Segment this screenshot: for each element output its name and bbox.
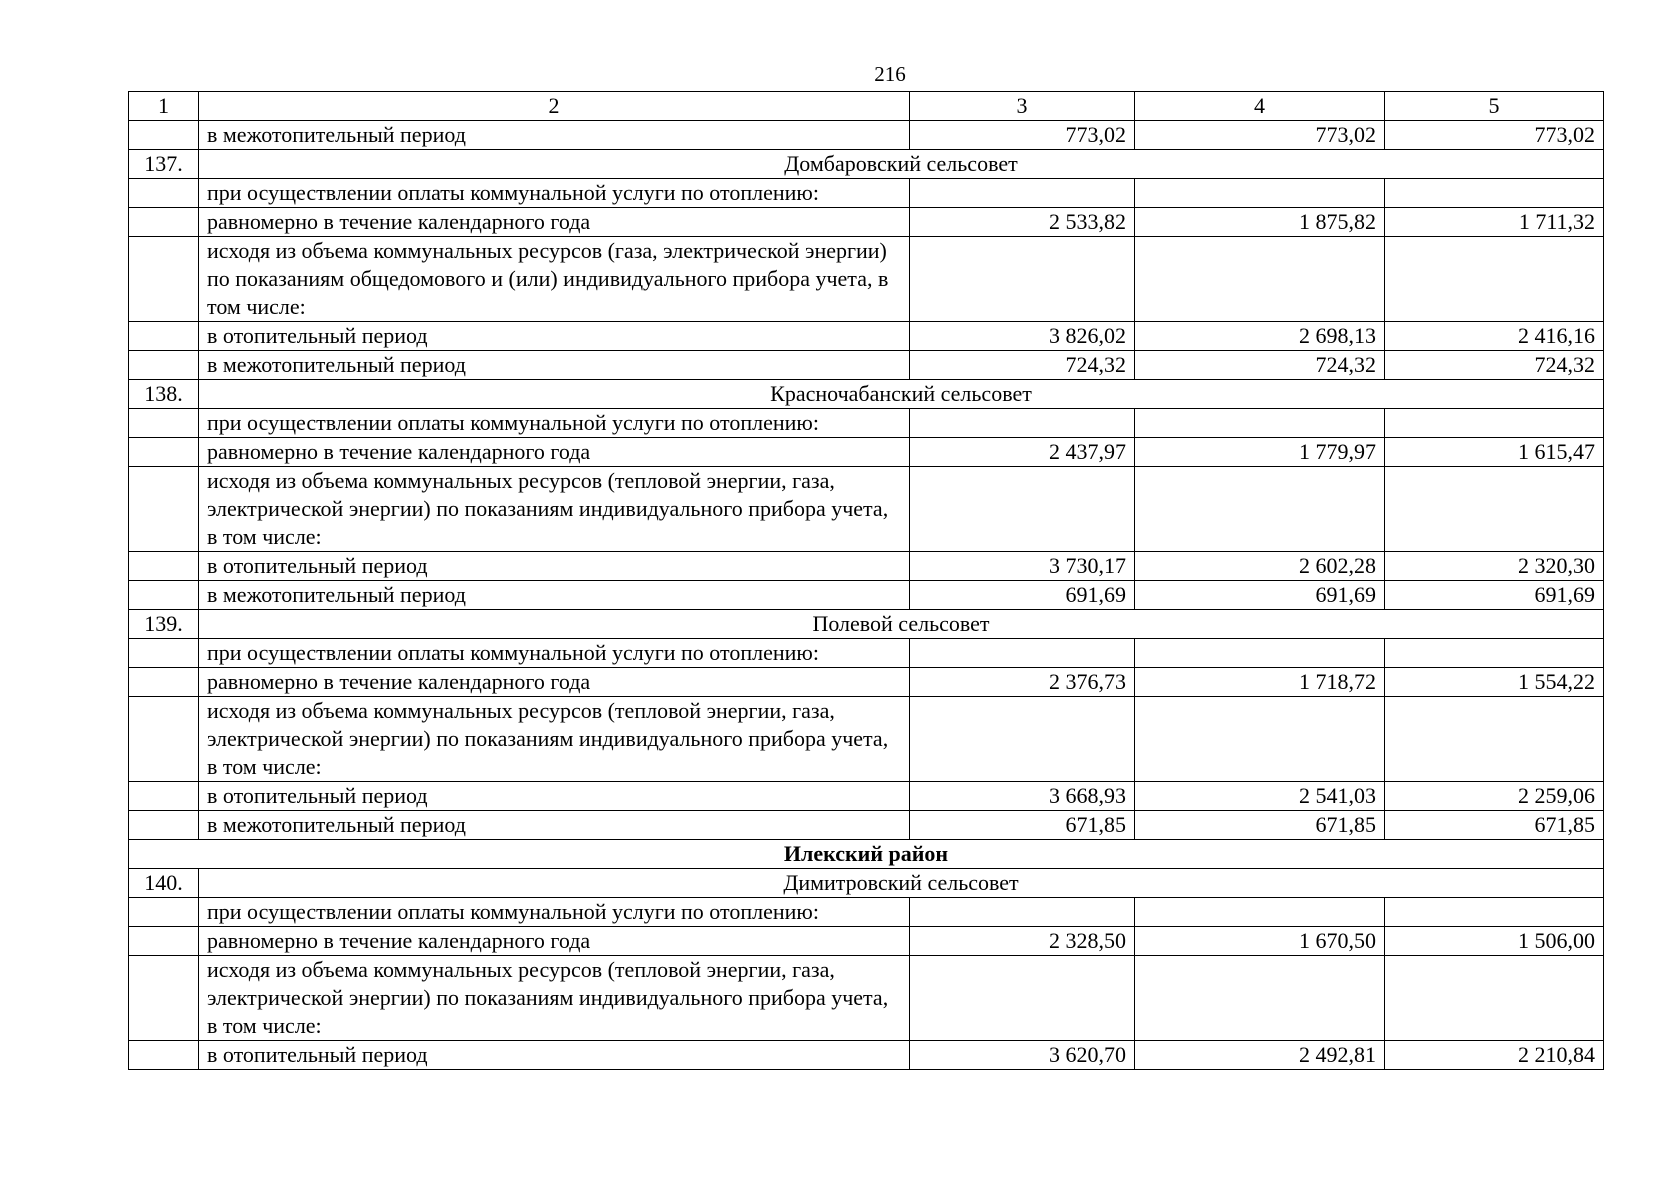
row-description: равномерно в течение календарного года (199, 668, 910, 697)
value-col-5: 671,85 (1385, 811, 1604, 840)
table-row (129, 581, 1604, 610)
table-row (129, 697, 1604, 782)
value-col-5: 2 210,84 (1385, 1041, 1604, 1070)
row-description: в межотопительный период (199, 351, 910, 380)
row-description: исходя из объема коммунальных ресурсов (тепловой энергии, газа, электрической энергии) по показаниям индивидуального прибора учета, в том числе: (199, 467, 910, 552)
value-col-4: 2 492,81 (1135, 1041, 1385, 1070)
header-col-1: 1 (129, 92, 199, 121)
value-col-5: 724,32 (1385, 351, 1604, 380)
value-col-5 (1385, 409, 1604, 438)
row-description: при осуществлении оплаты коммунальной услуги по отоплению: (199, 409, 910, 438)
value-col-5: 2 416,16 (1385, 322, 1604, 351)
district-row (129, 840, 1604, 869)
value-col-3: 724,32 (910, 351, 1135, 380)
value-col-5: 2 259,06 (1385, 782, 1604, 811)
table-body (129, 121, 1604, 1070)
row-description: в отопительный период (199, 322, 910, 351)
value-col-3 (910, 898, 1135, 927)
row-description: исходя из объема коммунальных ресурсов (тепловой энергии, газа, электрической энергии) по показаниям индивидуального прибора учета, в том числе: (199, 956, 910, 1041)
table-row (129, 811, 1604, 840)
header-col-3: 3 (910, 92, 1135, 121)
header-col-2: 2 (199, 92, 910, 121)
value-col-3: 773,02 (910, 121, 1135, 150)
table-row (129, 208, 1604, 237)
table-row (129, 467, 1604, 552)
section-title: Полевой сельсовет (199, 610, 1604, 639)
row-number (129, 668, 199, 697)
page-number: 216 (874, 62, 906, 86)
value-col-4 (1135, 409, 1385, 438)
value-col-3: 2 437,97 (910, 438, 1135, 467)
value-col-4: 671,85 (1135, 811, 1385, 840)
table-row (129, 639, 1604, 668)
value-col-4: 2 698,13 (1135, 322, 1385, 351)
row-number (129, 467, 199, 552)
section-title: Димитровский сельсовет (199, 869, 1604, 898)
row-description: равномерно в течение календарного года (199, 927, 910, 956)
table-row (129, 927, 1604, 956)
row-number (129, 409, 199, 438)
value-col-3: 3 730,17 (910, 552, 1135, 581)
section-row (129, 150, 1604, 179)
value-col-3: 2 328,50 (910, 927, 1135, 956)
row-number (129, 581, 199, 610)
row-number (129, 811, 199, 840)
section-row (129, 380, 1604, 409)
value-col-4: 1 875,82 (1135, 208, 1385, 237)
row-description: в отопительный период (199, 782, 910, 811)
row-number: 139. (129, 610, 199, 639)
value-col-5 (1385, 697, 1604, 782)
value-col-5 (1385, 898, 1604, 927)
value-col-3: 3 620,70 (910, 1041, 1135, 1070)
value-col-3 (910, 237, 1135, 322)
value-col-3 (910, 697, 1135, 782)
row-description: в межотопительный период (199, 121, 910, 150)
value-col-3 (910, 956, 1135, 1041)
value-col-5 (1385, 237, 1604, 322)
value-col-3 (910, 639, 1135, 668)
row-number (129, 782, 199, 811)
value-col-3: 2 376,73 (910, 668, 1135, 697)
value-col-4: 773,02 (1135, 121, 1385, 150)
section-title: Домбаровский сельсовет (199, 150, 1604, 179)
row-number (129, 898, 199, 927)
row-number: 138. (129, 380, 199, 409)
value-col-3 (910, 179, 1135, 208)
row-description: исходя из объема коммунальных ресурсов (газа, электрической энергии) по показаниям общедомового и (или) индивидуального прибора учета, в том числе: (199, 237, 910, 322)
table-row (129, 237, 1604, 322)
section-title: Красночабанский сельсовет (199, 380, 1604, 409)
value-col-4 (1135, 467, 1385, 552)
row-number (129, 552, 199, 581)
value-col-4: 1 779,97 (1135, 438, 1385, 467)
row-description: в межотопительный период (199, 811, 910, 840)
value-col-5: 773,02 (1385, 121, 1604, 150)
row-number (129, 956, 199, 1041)
value-col-5 (1385, 956, 1604, 1041)
value-col-5: 1 506,00 (1385, 927, 1604, 956)
row-description: в межотопительный период (199, 581, 910, 610)
row-description: в отопительный период (199, 552, 910, 581)
value-col-5 (1385, 179, 1604, 208)
table-row (129, 1041, 1604, 1070)
row-number (129, 639, 199, 668)
value-col-3: 691,69 (910, 581, 1135, 610)
row-number (129, 237, 199, 322)
table-row (129, 438, 1604, 467)
table-row (129, 552, 1604, 581)
value-col-5: 1 615,47 (1385, 438, 1604, 467)
value-col-4 (1135, 697, 1385, 782)
value-col-3 (910, 467, 1135, 552)
value-col-4: 1 670,50 (1135, 927, 1385, 956)
value-col-4: 2 602,28 (1135, 552, 1385, 581)
row-description: исходя из объема коммунальных ресурсов (тепловой энергии, газа, электрической энергии) по показаниям индивидуального прибора учета, в том числе: (199, 697, 910, 782)
row-number (129, 927, 199, 956)
value-col-4: 691,69 (1135, 581, 1385, 610)
row-description: при осуществлении оплаты коммунальной услуги по отоплению: (199, 898, 910, 927)
row-description: равномерно в течение календарного года (199, 438, 910, 467)
value-col-3 (910, 409, 1135, 438)
row-number (129, 1041, 199, 1070)
row-number (129, 208, 199, 237)
value-col-5 (1385, 639, 1604, 668)
table-row (129, 322, 1604, 351)
section-row (129, 610, 1604, 639)
value-col-4 (1135, 179, 1385, 208)
row-number (129, 322, 199, 351)
row-number (129, 351, 199, 380)
section-row (129, 869, 1604, 898)
table-row (129, 179, 1604, 208)
table-row (129, 782, 1604, 811)
value-col-3: 3 826,02 (910, 322, 1135, 351)
value-col-3: 2 533,82 (910, 208, 1135, 237)
value-col-4: 1 718,72 (1135, 668, 1385, 697)
value-col-4: 2 541,03 (1135, 782, 1385, 811)
value-col-5: 1 711,32 (1385, 208, 1604, 237)
row-number (129, 121, 199, 150)
row-description: при осуществлении оплаты коммунальной услуги по отоплению: (199, 639, 910, 668)
value-col-4: 724,32 (1135, 351, 1385, 380)
row-description: в отопительный период (199, 1041, 910, 1070)
table-row (129, 351, 1604, 380)
row-description: при осуществлении оплаты коммунальной услуги по отоплению: (199, 179, 910, 208)
value-col-4 (1135, 237, 1385, 322)
row-number: 140. (129, 869, 199, 898)
value-col-4 (1135, 956, 1385, 1041)
table-row (129, 121, 1604, 150)
value-col-3: 3 668,93 (910, 782, 1135, 811)
value-col-3: 671,85 (910, 811, 1135, 840)
table-row (129, 409, 1604, 438)
value-col-5: 691,69 (1385, 581, 1604, 610)
value-col-5 (1385, 467, 1604, 552)
row-number (129, 438, 199, 467)
row-number (129, 697, 199, 782)
row-description: равномерно в течение календарного года (199, 208, 910, 237)
tariff-table (128, 91, 1604, 1070)
table-row (129, 898, 1604, 927)
district-title: Илекский район (129, 840, 1604, 869)
value-col-4 (1135, 898, 1385, 927)
table-row (129, 668, 1604, 697)
row-number (129, 179, 199, 208)
value-col-5: 2 320,30 (1385, 552, 1604, 581)
header-col-4: 4 (1135, 92, 1385, 121)
header-col-5: 5 (1385, 92, 1604, 121)
value-col-5: 1 554,22 (1385, 668, 1604, 697)
table-header-row (129, 92, 1604, 121)
value-col-4 (1135, 639, 1385, 668)
row-number: 137. (129, 150, 199, 179)
table-row (129, 956, 1604, 1041)
